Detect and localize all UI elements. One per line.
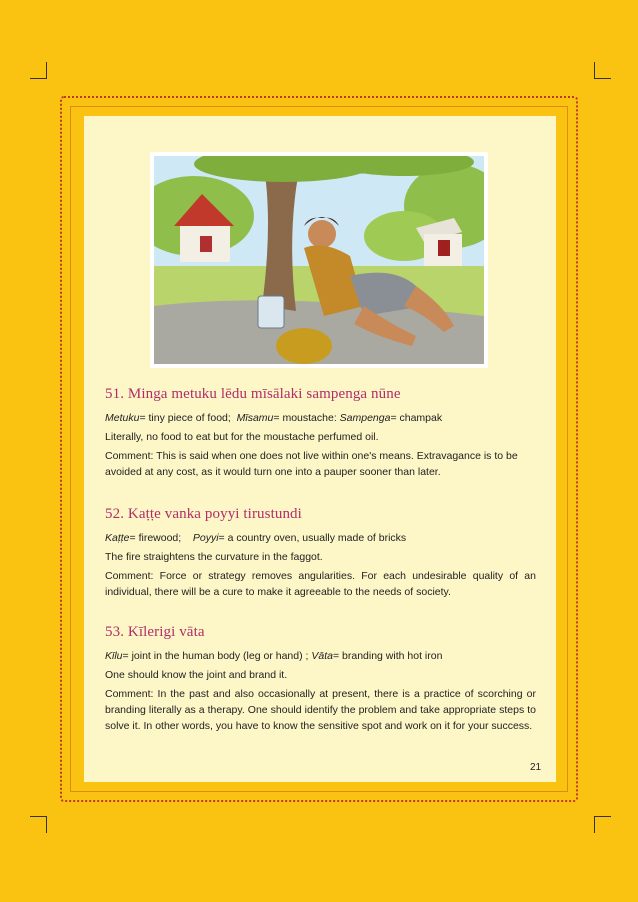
proverb-comment: Comment: Force or strategy removes angularities. For each undesirable quality of an individual, there will be a cure to make it agreeable to the needs of society. [105,570,536,598]
gloss-definition: = firewood; [129,532,182,544]
page-number: 21 [530,762,542,773]
gloss-definition: = a country oven, usually made of bricks [218,532,407,544]
gloss-definition: = champak [390,412,443,424]
gloss-definition: = branding with hot iron [332,650,443,662]
illustration-man-under-tree [150,152,488,368]
proverb-entry [105,506,536,603]
proverb-heading: 51. Minga metuku lēdu mīsālaki sampenga nūne [105,386,401,402]
gloss-term: Sampenga [339,412,391,424]
gloss-term: Vāta [311,650,333,662]
crop-mark-top-right [594,62,611,79]
proverb-meaning: Literally, no food to eat but for the moustache perfumed oil. [105,431,379,443]
proverb-glossary [105,530,536,546]
proverb-glossary [105,410,536,426]
proverb-meaning: One should know the joint and brand it. [105,669,288,681]
gloss-term: Kaṭṭe [105,532,130,544]
gloss-term: Poyyi [192,532,219,544]
proverb-heading: 52. Kaṭṭe vanka poyyi tirustundi [105,506,302,522]
proverb-meaning: The fire straightens the curvature in the faggot. [105,551,323,563]
proverb-comment: Comment: In the past and also occasionally at present, there is a practice of scorching or branding literally as a therapy. One should identify the problem and take appropriate steps to solve it. In other words, you have to know the sensitive spot and work on it for your success. [105,688,536,732]
illustration-drawing [154,156,484,364]
gloss-term: Kīlu [105,650,123,662]
proverb-heading: 53. Kīlerigi vāta [105,624,205,640]
proverb-comment: Comment: This is said when one does not live within one's means. Extravagance is to be avoided at any cost, as it would turn one into a pauper sooner than later. [105,450,518,478]
gloss-definition: = tiny piece of food; [139,412,231,424]
crop-mark-bottom-left [30,816,47,833]
crop-mark-top-left [30,62,47,79]
gloss-term: Metuku [105,412,140,424]
proverb-glossary [105,648,536,664]
gloss-definition: = joint in the human body (leg or hand) ; [122,650,309,662]
gloss-definition: = moustache: [273,412,337,424]
gloss-term: Mīsamu [236,412,274,424]
crop-mark-bottom-right [594,816,611,833]
proverb-entry [105,386,536,483]
proverb-entry [105,624,536,737]
